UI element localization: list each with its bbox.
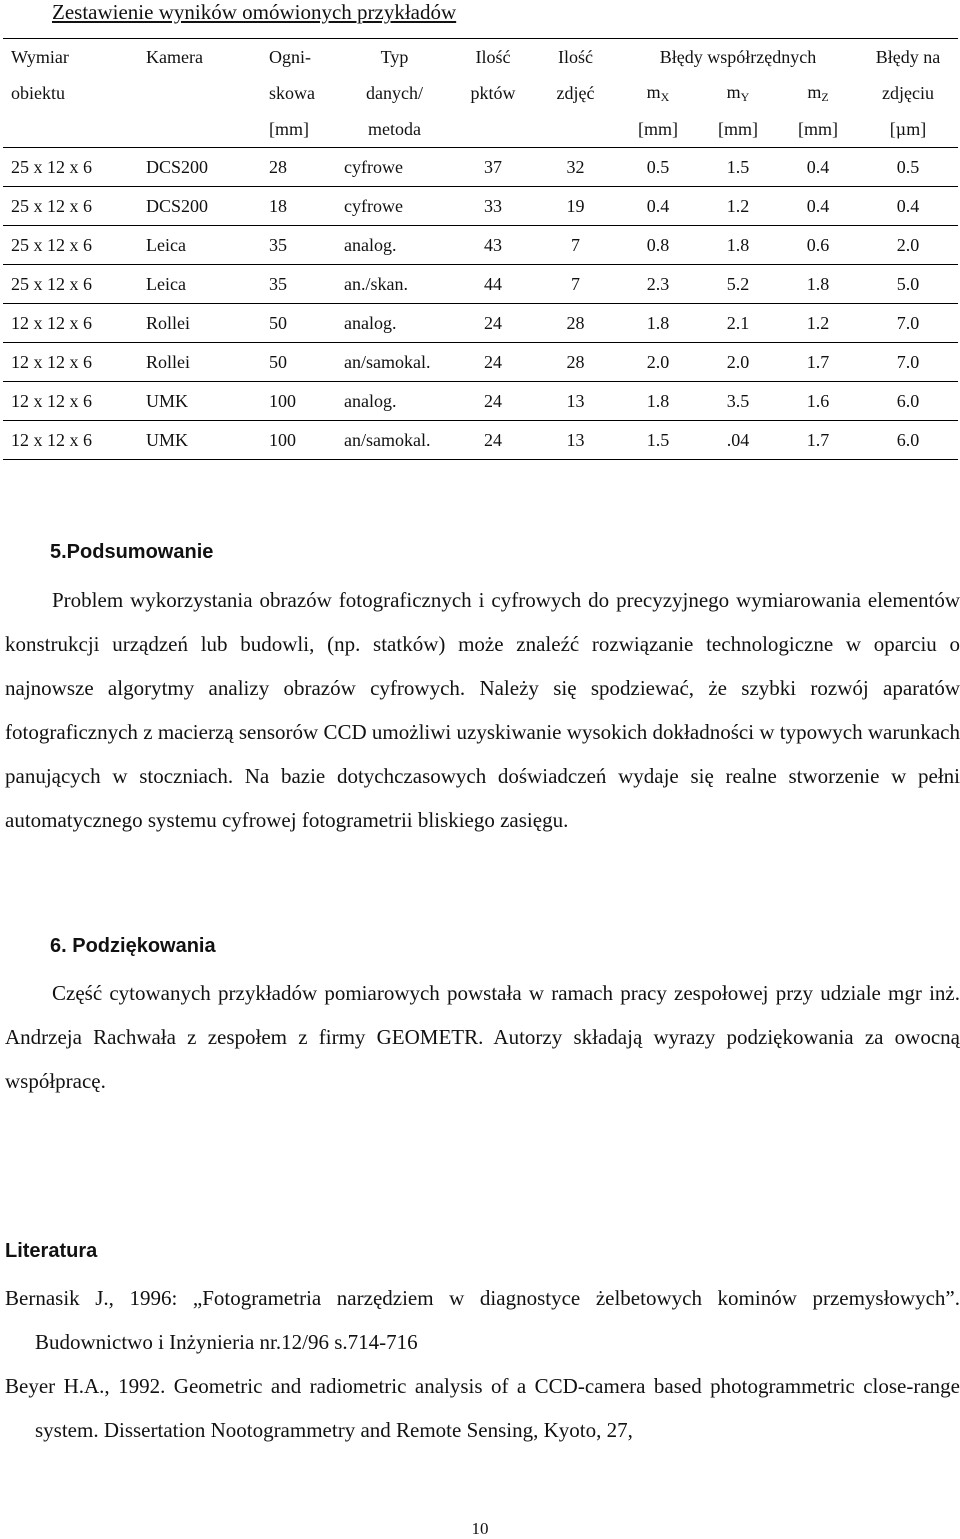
table-cell: UMK (138, 382, 261, 421)
section-6-title: 6. Podziękowania (50, 935, 216, 957)
table-cell: 12 x 12 x 6 (3, 304, 138, 343)
hdr-mz: $m_Z$ (807, 81, 829, 104)
table-cell: 2.0 (698, 343, 778, 382)
table-cell: 35 (261, 226, 336, 265)
hdr-typ: Typ (336, 39, 453, 76)
results-table (3, 38, 958, 460)
hdr-bledy-zdjecie: Błędy na (858, 39, 958, 76)
table-cell: cyfrowe (336, 187, 453, 226)
table-cell: 5.0 (858, 265, 958, 304)
table-cell: an/samokal. (336, 421, 453, 460)
table-cell: 2.3 (618, 265, 698, 304)
reference-item: Beyer H.A., 1992. Geometric and radiometric analysis of a CCD-camera based photogrammetric close-range system. Dissertation Nootogrammetry and Remote Sensing, Kyoto, 27, (5, 1374, 960, 1442)
table-cell: 7.0 (858, 304, 958, 343)
table-row (3, 265, 958, 304)
table-cell: DCS200 (138, 187, 261, 226)
table-cell: 12 x 12 x 6 (3, 421, 138, 460)
table-cell: 1.8 (698, 226, 778, 265)
hdr-pktow: Ilość (453, 39, 533, 76)
literature-title: Literatura (5, 1240, 98, 1262)
hdr-bledy-zdjecie-2: zdjęciu (882, 82, 934, 103)
table-cell: an/samokal. (336, 343, 453, 382)
table-cell: 50 (261, 343, 336, 382)
table-row (3, 148, 958, 187)
table-cell: 0.5 (858, 148, 958, 187)
table-cell: Leica (138, 226, 261, 265)
table-cell: UMK (138, 421, 261, 460)
table-cell: 1.5 (618, 421, 698, 460)
table-cell: 37 (453, 148, 533, 187)
hdr-typ-3: metoda (336, 111, 453, 148)
hdr-my-unit: [mm] (698, 111, 778, 148)
table-cell: 24 (453, 343, 533, 382)
table-cell: Leica (138, 265, 261, 304)
table-cell: 12 x 12 x 6 (3, 343, 138, 382)
hdr-mz-unit: [mm] (778, 111, 858, 148)
table-cell: 7 (533, 226, 618, 265)
table-cell: 0.4 (618, 187, 698, 226)
hdr-ogniskowa-2: skowa (269, 82, 315, 103)
table-cell: 0.4 (858, 187, 958, 226)
table-cell: 2.0 (618, 343, 698, 382)
table-cell: 50 (261, 304, 336, 343)
hdr-zdjec-2: zdjęć (556, 82, 595, 103)
table-cell: 5.2 (698, 265, 778, 304)
hdr-mx: $m_X$ (646, 81, 670, 104)
table-cell: 24 (453, 382, 533, 421)
section-5-text: Problem wykorzystania obrazów fotograficznych i cyfrowych do precyzyjnego wymiarowania elementów konstrukcji urządzeń lub budowli, (np. statków) może znaleźć rozwiązanie technologiczne w oparciu o najnowsze algorytmy analizy obrazów cyfrowych. Należy się spodziewać, że szybki rozwój aparatów fotograficznych z macierzą sensorów CCD umożliwi uzyskiwanie wysokich dokładności w typowych warunkach panujących w stoczniach. Na bazie dotychczasowych doświadczeń wydaje się realne stworzenie w pełni automatycznego systemu cyfrowej fotogrametrii bliskiego zasięgu. (5, 588, 960, 832)
table-cell: 7 (533, 265, 618, 304)
table-cell: analog. (336, 226, 453, 265)
table-cell: 25 x 12 x 6 (3, 226, 138, 265)
table-cell: 25 x 12 x 6 (3, 148, 138, 187)
table-cell: 12 x 12 x 6 (3, 382, 138, 421)
table-cell: 2.1 (698, 304, 778, 343)
table-cell: 1.2 (698, 187, 778, 226)
table-cell: 18 (261, 187, 336, 226)
table-cell: 1.5 (698, 148, 778, 187)
table-cell: analog. (336, 304, 453, 343)
table-cell: 28 (261, 148, 336, 187)
table-cell: 43 (453, 226, 533, 265)
table-cell: 1.2 (778, 304, 858, 343)
table-cell: Rollei (138, 343, 261, 382)
table-cell: 0.4 (778, 187, 858, 226)
hdr-ogniskowa-unit: [mm] (261, 111, 336, 148)
table-cell: 0.6 (778, 226, 858, 265)
table-cell: an./skan. (336, 265, 453, 304)
table-cell: 0.4 (778, 148, 858, 187)
table-cell: 13 (533, 421, 618, 460)
table-cell: 1.6 (778, 382, 858, 421)
hdr-zdjec: Ilość (533, 39, 618, 76)
header-row-2 (3, 75, 958, 111)
hdr-wymiar-2: obiektu (11, 82, 65, 103)
table-cell: DCS200 (138, 148, 261, 187)
table-cell: 100 (261, 382, 336, 421)
hdr-pktow-2: pktów (470, 82, 516, 103)
hdr-mx-unit: [mm] (618, 111, 698, 148)
reference-item: Bernasik J., 1996: „Fotogrametria narzędziem w diagnostyce żelbetowych kominów przemysłowych”. Budownictwo i Inżynieria nr.12/96 s.714-716 (5, 1286, 960, 1354)
table-cell: 19 (533, 187, 618, 226)
hdr-my: $m_Y$ (726, 81, 750, 104)
table-cell: 28 (533, 304, 618, 343)
table-cell: 1.7 (778, 421, 858, 460)
table-cell: 100 (261, 421, 336, 460)
table-cell: Rollei (138, 304, 261, 343)
table-row (3, 226, 958, 265)
table-row (3, 343, 958, 382)
table-cell: cyfrowe (336, 148, 453, 187)
hdr-wymiar: Wymiar (3, 39, 138, 76)
table-cell: 28 (533, 343, 618, 382)
table-cell: 1.8 (778, 265, 858, 304)
table-cell: 1.8 (618, 304, 698, 343)
hdr-typ-2: danych/ (366, 82, 423, 103)
table-cell: 0.5 (618, 148, 698, 187)
hdr-bledy-wspolrzednych: Błędy współrzędnych (618, 39, 858, 76)
table-row (3, 187, 958, 226)
header-row-1 (3, 39, 958, 76)
table-cell: 1.7 (778, 343, 858, 382)
table-cell: 3.5 (698, 382, 778, 421)
table-cell: 33 (453, 187, 533, 226)
table-cell: 35 (261, 265, 336, 304)
table-cell: 32 (533, 148, 618, 187)
hdr-ogniskowa: Ogni- (261, 39, 336, 76)
table-cell: analog. (336, 382, 453, 421)
table-cell: 44 (453, 265, 533, 304)
table-cell: 24 (453, 421, 533, 460)
hdr-mu-unit: [μm] (858, 111, 958, 148)
table-row (3, 304, 958, 343)
table-row (3, 382, 958, 421)
table-cell: 6.0 (858, 382, 958, 421)
header-row-3 (3, 111, 958, 148)
table-cell: 7.0 (858, 343, 958, 382)
table-row (3, 421, 958, 460)
table-cell: 24 (453, 304, 533, 343)
table-body (3, 148, 958, 460)
table-cell: .04 (698, 421, 778, 460)
table-cell: 13 (533, 382, 618, 421)
table-cell: 1.8 (618, 382, 698, 421)
table-caption: Zestawienie wyników omówionych przykładów (52, 0, 457, 24)
table-cell: 6.0 (858, 421, 958, 460)
table-cell: 25 x 12 x 6 (3, 265, 138, 304)
section-6-text: Część cytowanych przykładów pomiarowych powstała w ramach pracy zespołowej przy udziale mgr inż. Andrzeja Rachwała z zespołem z firmy GEOMETR. Autorzy składają wyrazy podziękowania za owocną współpracę. (5, 981, 960, 1093)
table-cell: 2.0 (858, 226, 958, 265)
section-5-title: 5.Podsumowanie (50, 541, 214, 563)
table-cell: 25 x 12 x 6 (3, 187, 138, 226)
page-number: 10 (471, 1519, 489, 1538)
table-cell: 0.8 (618, 226, 698, 265)
hdr-kamera: Kamera (138, 39, 261, 76)
